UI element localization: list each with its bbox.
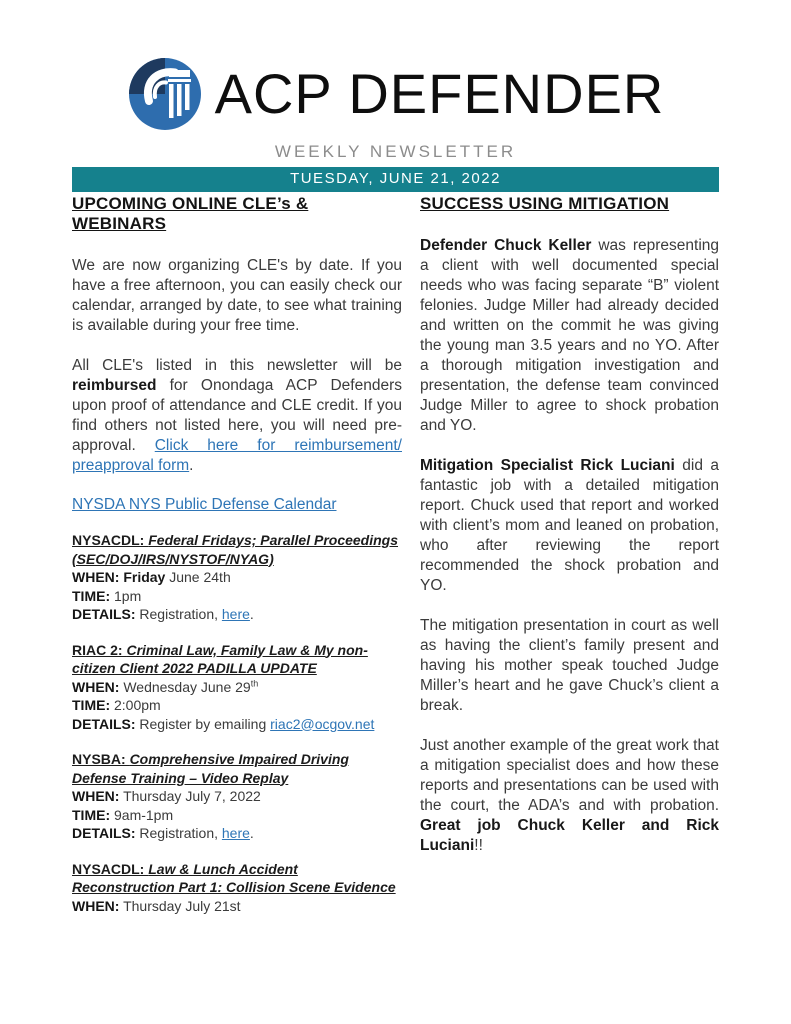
event-when-row: [72, 897, 402, 916]
event-time-row: [72, 587, 402, 606]
story-paragraph-3: [420, 616, 719, 716]
right-column-heading: SUCCESS USING MITIGATION: [420, 194, 670, 213]
story-text-2: did a fantastic job with a detailed mitigation report. Chuck used that report and worked with client’s mom and leaned on probation, who after reviewing the report recommended the shock probation and YO.: [420, 457, 720, 594]
story-paragraph-1: [420, 236, 719, 436]
details-text: Registration,: [139, 825, 222, 841]
event-title: [72, 750, 402, 787]
ordinal-superscript: th: [250, 677, 259, 688]
event-name: Law & Lunch Accident Reconstruction Part 1: Collision Scene Evidence: [72, 860, 396, 895]
intro-text: We are now organizing CLE's by date. If you have a free afternoon, you can easily check our calendar, arranged by date, to see what training is available during your free time.: [72, 257, 402, 334]
time-label: TIME:: [72, 587, 111, 604]
story-paragraph-2: [420, 456, 719, 596]
when-label: WHEN:: [72, 788, 120, 804]
reimbursed-bold: reimbursed: [72, 377, 157, 394]
when-text: Wednesday June 29: [123, 678, 251, 695]
event-riac2-padilla-update: [72, 641, 402, 734]
content-columns: [72, 193, 719, 915]
event-org: NYSACDL:: [72, 860, 149, 877]
left-column-heading: UPCOMING ONLINE CLE’s & WEBINARS: [72, 194, 309, 233]
specialist-name-bold: Mitigation Specialist Rick Luciani: [420, 457, 675, 474]
time-text: 1pm: [114, 587, 142, 604]
event-when-row: [72, 568, 402, 587]
details-label: DETAILS:: [72, 715, 136, 732]
time-text: 2:00pm: [114, 697, 161, 713]
calendar-link-line: [72, 496, 402, 514]
details-text: Register by emailing: [139, 715, 271, 732]
event-title: [72, 860, 402, 897]
registration-here-link[interactable]: here: [221, 606, 250, 622]
brand-row: [72, 56, 719, 132]
intro-paragraph: [72, 256, 402, 336]
newsletter-subtitle: WEEKLY NEWSLETTER: [274, 142, 517, 161]
time-label: TIME:: [72, 806, 111, 823]
registration-here-link[interactable]: here: [221, 825, 250, 841]
page-title: ACP DEFENDER: [214, 62, 665, 125]
story-text-5: !!: [474, 837, 483, 854]
when-label: WHEN:: [72, 569, 120, 585]
event-title: [72, 531, 402, 568]
story-paragraph-4: [420, 736, 719, 856]
story-text-3: The mitigation presentation in court as well as having the client’s family present and having his mother speak touched Judge Miller’s heart and he gave Chuck’s client a break.: [420, 617, 719, 714]
details-label: DETAILS:: [72, 825, 136, 841]
event-nysba-impaired-driving: [72, 750, 402, 843]
reimbursement-paragraph: [72, 356, 402, 476]
when-label: WHEN:: [72, 897, 120, 914]
event-title: [72, 641, 402, 678]
when-text: June 24th: [165, 569, 231, 585]
details-label: DETAILS:: [72, 606, 136, 622]
left-column-cles: [72, 193, 402, 915]
reimbursement-form-link[interactable]: Click here for reimbursement/ preapproval form: [72, 437, 402, 474]
time-text: 9am-1pm: [114, 806, 174, 823]
event-when-row: [72, 678, 402, 697]
event-details-row: [72, 715, 402, 734]
when-label: WHEN:: [72, 678, 120, 695]
reimburse-text-2: for Onondaga ACP Defenders upon proof of attendance and CLE credit. If you find others not listed here, you will need pre-approval.: [72, 377, 402, 454]
masthead: [72, 56, 719, 162]
story-text-4: Just another example of the great work that a mitigation specialist does and how these reports and presentations can be used with the court, the ADA’s and with probation.: [420, 737, 719, 814]
story-text-1: was representing a client with well documented special needs who was facing separate “B” violent felonies. Judge Miller had already decided and written on the commit he was giving the young man 3.5 years and no YO. After a thorough mitigation investigation and presentation, the defense team convinced Judge Miller to agree to shock probation and YO.: [420, 237, 719, 434]
reimburse-text-3: .: [189, 457, 194, 474]
event-name: Comprehensive Impaired Driving Defense Training – Video Replay: [72, 751, 349, 786]
details-text: Registration,: [139, 606, 222, 622]
details-suffix: .: [249, 825, 254, 841]
riac2-email-link[interactable]: riac2@ocgov.net: [270, 715, 375, 732]
reimburse-text-1: All CLE's listed in this newsletter will be: [72, 357, 402, 374]
event-nysacdl-accident-reconstruction: [72, 860, 402, 916]
right-column-success-story: [420, 193, 719, 915]
event-org: RIAC 2:: [72, 641, 127, 658]
event-details-row: [72, 605, 402, 624]
column-pillar-icon: [127, 56, 203, 132]
event-org: NYSACDL:: [72, 532, 149, 548]
when-text: Thursday July 7, 2022: [123, 788, 261, 804]
event-time-row: [72, 806, 402, 825]
when-day-bold: Friday: [123, 569, 166, 585]
event-name: Criminal Law, Family Law & My non-citizen Client 2022 PADILLA UPDATE: [72, 641, 368, 676]
event-nysacdl-federal-fridays: [72, 531, 402, 624]
event-org: NYSBA:: [72, 751, 130, 767]
details-suffix: .: [249, 606, 254, 622]
event-details-row: [72, 824, 402, 843]
event-time-row: [72, 696, 402, 715]
nysda-calendar-link[interactable]: NYSDA NYS Public Defense Calendar: [72, 496, 337, 513]
when-text: Thursday July 21st: [123, 897, 241, 914]
time-label: TIME:: [72, 697, 111, 713]
great-job-bold: Great job Chuck Keller and Rick Luciani: [420, 817, 719, 854]
event-name: Federal Fridays; Parallel Proceedings (SEC/DOJ/IRS/NYSTOF/NYAG): [72, 532, 399, 567]
defender-name-bold: Defender Chuck Keller: [420, 237, 592, 254]
date-banner: TUESDAY, JUNE 21, 2022: [72, 167, 719, 192]
event-when-row: [72, 787, 402, 806]
